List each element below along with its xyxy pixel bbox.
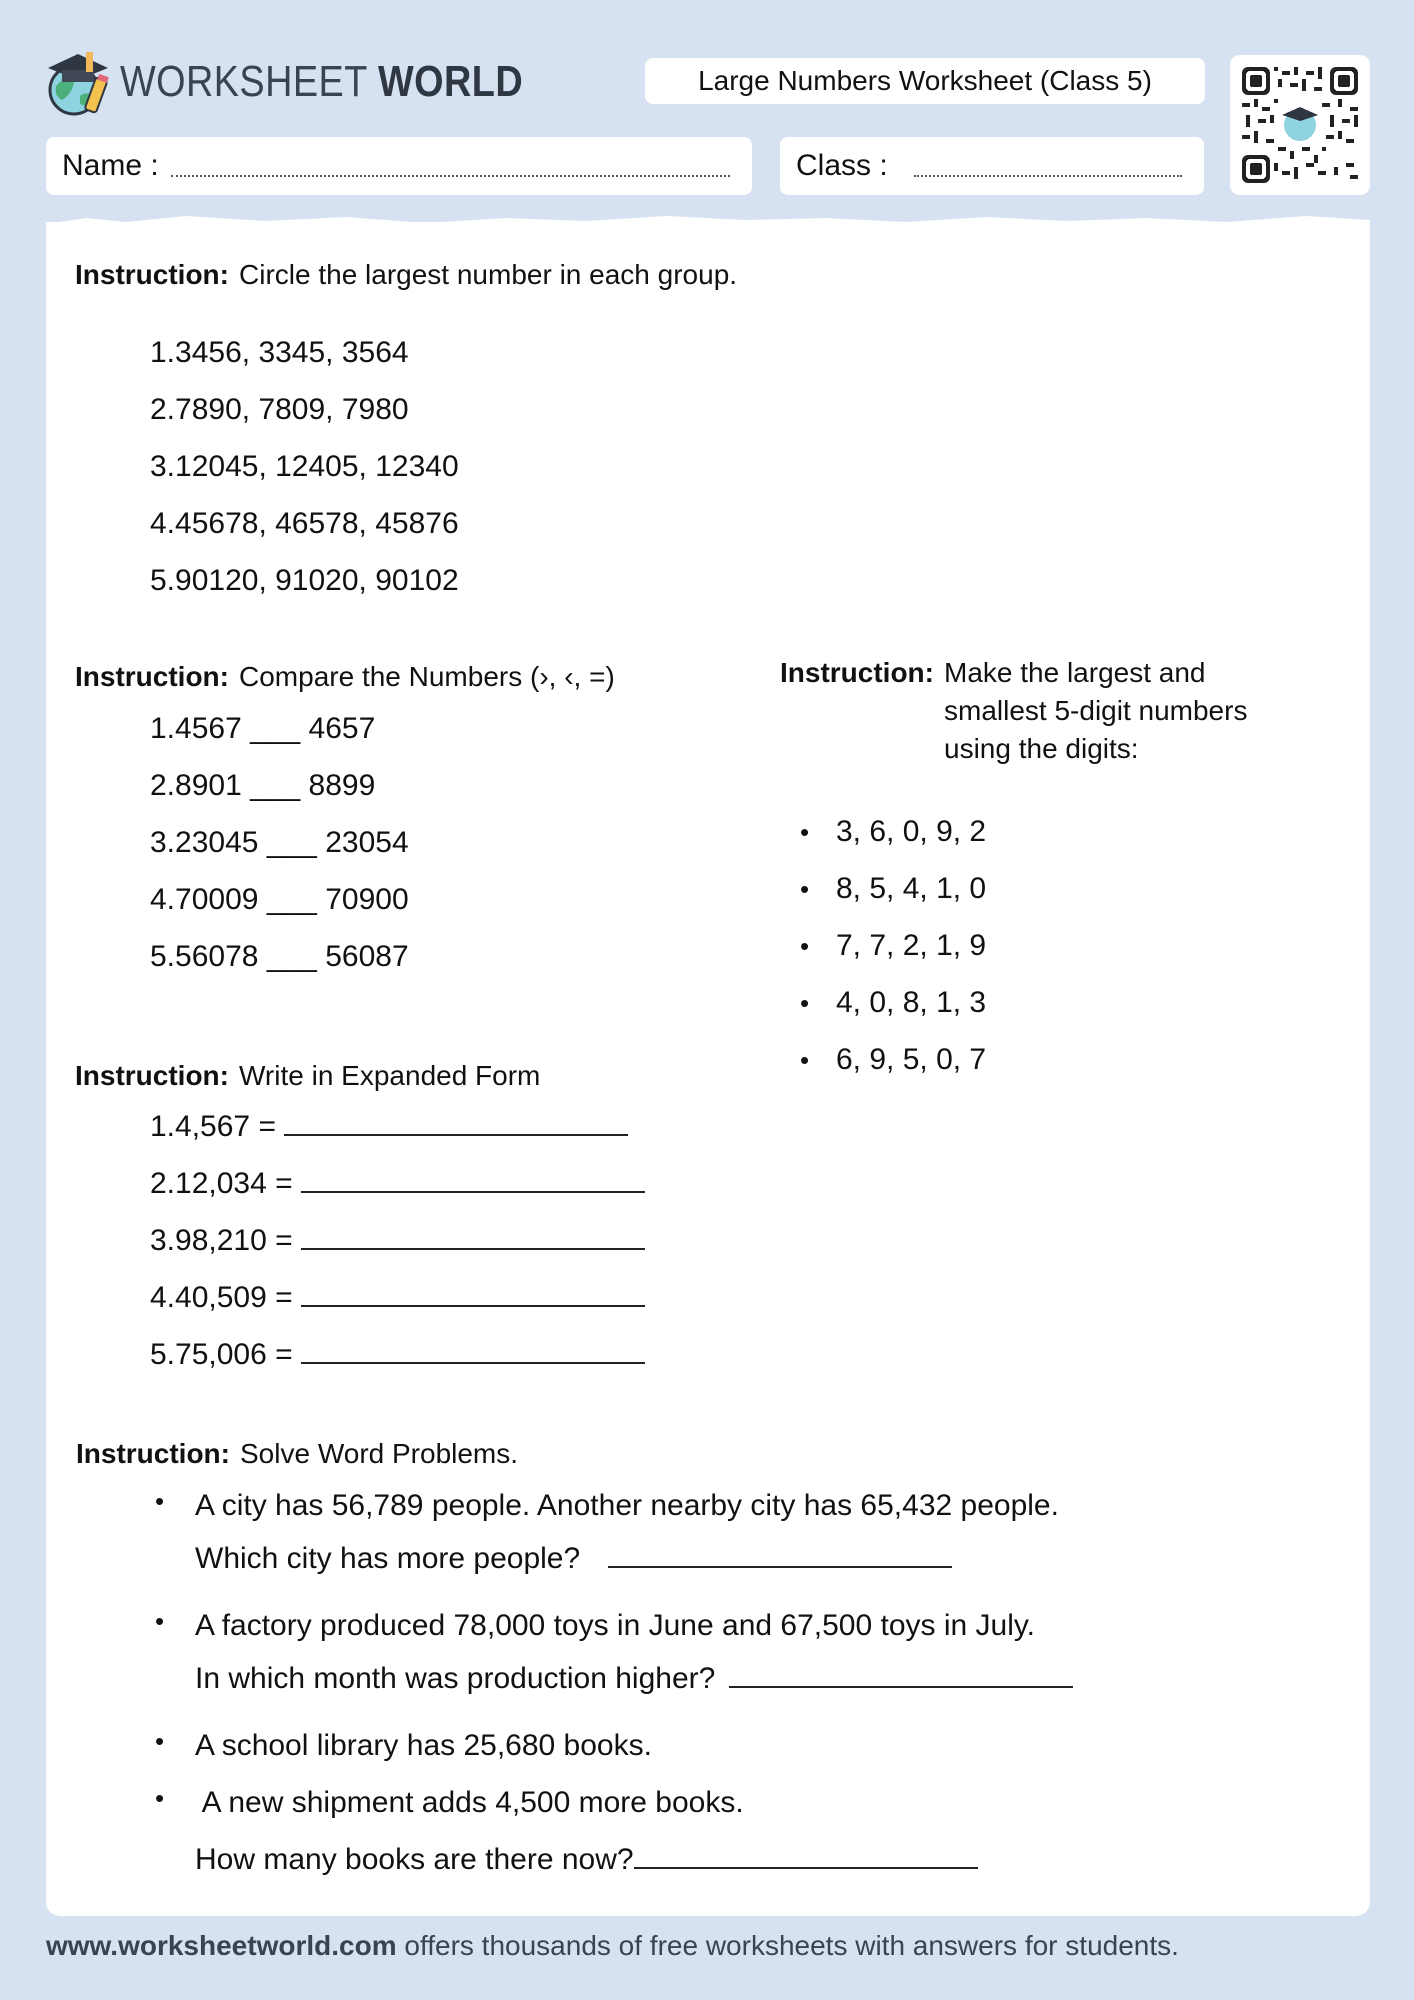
list-item [150, 709, 409, 766]
item-number: 5. [150, 1338, 176, 1371]
worksheet-title-text: Large Numbers Worksheet (Class 5) [698, 65, 1152, 96]
instruction-text [944, 654, 1247, 768]
footer-site-link[interactable]: www.worksheetworld.com [46, 1930, 397, 1961]
instruction-expanded-form [75, 1057, 540, 1095]
answer-line[interactable] [301, 1224, 645, 1250]
item-number: 1. [150, 1110, 176, 1143]
instruction-text: Circle the largest number in each group. [239, 259, 738, 290]
instruction-line: smallest 5-digit numbers [944, 695, 1248, 726]
item-number: 2. [150, 1167, 176, 1200]
list-item [150, 937, 409, 994]
answer-blank[interactable]: ___ [266, 826, 317, 859]
item-text: 6, 9, 5, 0, 7 [836, 1043, 987, 1076]
problem-question [195, 1659, 1073, 1712]
item-number: 3. [150, 450, 176, 483]
item-text: 12,034 = [175, 1167, 293, 1200]
problem-question [195, 1539, 1073, 1592]
bullet-icon: • [155, 1783, 165, 1813]
class-label: Class : [796, 149, 888, 182]
item-number: 5. [150, 564, 176, 597]
footer-text: offers thousands of free worksheets with answers for students. [396, 1930, 1179, 1961]
item-text[interactable]: 12045, 12405, 12340 [175, 450, 459, 483]
name-label: Name : [62, 149, 159, 182]
answer-blank[interactable]: ___ [266, 883, 317, 916]
qr-code[interactable] [1230, 55, 1370, 195]
bullet-icon: • [155, 1726, 165, 1756]
bullet-icon: • [800, 1045, 810, 1075]
item-number: 5. [150, 940, 176, 973]
name-field[interactable] [46, 137, 752, 195]
number-a: 8901 [175, 769, 242, 802]
word-problem [155, 1486, 1073, 1592]
list-item [150, 1335, 645, 1392]
item-number: 2. [150, 769, 176, 802]
list-item [800, 812, 986, 869]
list-item [150, 1164, 645, 1221]
list-item [150, 823, 409, 880]
item-text[interactable]: 45678, 46578, 45876 [175, 507, 459, 540]
item-text: 3, 6, 0, 9, 2 [836, 815, 987, 848]
brand-name-bold: WORLD [378, 57, 524, 106]
item-text: 4,567 = [175, 1110, 276, 1143]
instruction-text: Solve Word Problems. [240, 1438, 519, 1469]
answer-line[interactable] [634, 1843, 978, 1869]
answer-line[interactable] [608, 1542, 952, 1568]
globe-graduation-cap-icon [46, 46, 112, 118]
item-text: 4, 0, 8, 1, 3 [836, 986, 987, 1019]
answer-blank[interactable]: ___ [250, 769, 301, 802]
instruction-line: using the digits: [944, 733, 1139, 764]
answer-blank[interactable]: ___ [250, 712, 301, 745]
word-problems-list [155, 1486, 1073, 1893]
number-b: 70900 [325, 883, 409, 916]
instruction-text: Write in Expanded Form [239, 1060, 541, 1091]
footer [46, 1930, 1179, 1962]
list-item [800, 1040, 986, 1097]
instruction-label: Instruction: [75, 661, 229, 692]
compare-list [150, 709, 409, 994]
item-number: 3. [150, 1224, 176, 1257]
item-text[interactable]: 3456, 3345, 3564 [175, 336, 409, 369]
problem-question [195, 1840, 1073, 1893]
torn-edge-decoration [46, 212, 1370, 242]
qr-code-icon [1242, 67, 1358, 183]
digits-list [800, 812, 986, 1097]
problem-text: A new shipment adds 4,500 more books. [195, 1786, 744, 1819]
expanded-form-list [150, 1107, 645, 1392]
instruction-word-problems [76, 1435, 518, 1473]
instruction-compare [75, 658, 615, 696]
word-problem [155, 1726, 1073, 1783]
list-item [150, 390, 459, 447]
brand-name-light: WORKSHEET [120, 57, 379, 106]
list-item [150, 333, 459, 390]
list-item [150, 766, 409, 823]
problem-text: A factory produced 78,000 toys in June and 67,500 toys in July. [195, 1609, 1035, 1642]
list-item [800, 869, 986, 926]
answer-line[interactable] [284, 1110, 628, 1136]
list-item [150, 504, 459, 561]
number-a: 70009 [175, 883, 259, 916]
answer-line[interactable] [729, 1662, 1073, 1688]
item-text: 75,006 = [175, 1338, 293, 1371]
item-number: 1. [150, 712, 176, 745]
item-text[interactable]: 90120, 91020, 90102 [175, 564, 459, 597]
number-b: 23054 [325, 826, 409, 859]
number-a: 4567 [175, 712, 242, 745]
item-text: 7, 7, 2, 1, 9 [836, 929, 987, 962]
number-a: 56078 [175, 940, 259, 973]
bullet-icon: • [155, 1486, 165, 1516]
answer-blank[interactable]: ___ [266, 940, 317, 973]
item-text: 40,509 = [175, 1281, 293, 1314]
bullet-icon: • [800, 817, 810, 847]
instruction-make-numbers [780, 654, 1247, 768]
bullet-icon: • [800, 931, 810, 961]
instruction-circle-largest [75, 256, 737, 294]
list-item [150, 1221, 645, 1278]
list-item [150, 880, 409, 937]
name-input-line[interactable] [171, 155, 730, 177]
instruction-line: Make the largest and [944, 657, 1206, 688]
item-number: 4. [150, 507, 176, 540]
word-problem [155, 1783, 1073, 1893]
list-item [150, 1278, 645, 1335]
list-item [800, 926, 986, 983]
worksheet-title [645, 58, 1205, 104]
item-text: 8, 5, 4, 1, 0 [836, 872, 987, 905]
instruction-label: Instruction: [780, 657, 934, 688]
bullet-icon: • [155, 1606, 165, 1636]
instruction-label: Instruction: [75, 259, 229, 290]
brand-logo [46, 46, 589, 118]
question-text: How many books are there now? [195, 1843, 634, 1876]
class-input-line[interactable] [914, 155, 1182, 177]
item-text[interactable]: 7890, 7809, 7980 [175, 393, 409, 426]
word-problem [155, 1606, 1073, 1712]
item-number: 3. [150, 826, 176, 859]
bullet-icon: • [800, 988, 810, 1018]
item-text: 98,210 = [175, 1224, 293, 1257]
list-item [800, 983, 986, 1040]
answer-line[interactable] [301, 1338, 645, 1364]
answer-line[interactable] [301, 1281, 645, 1307]
question-text: Which city has more people? [195, 1542, 581, 1575]
number-a: 23045 [175, 826, 259, 859]
item-number: 2. [150, 393, 176, 426]
list-item [150, 447, 459, 504]
bullet-icon: • [800, 874, 810, 904]
circle-largest-list [150, 333, 459, 618]
problem-text: A city has 56,789 people. Another nearby city has 65,432 people. [195, 1489, 1059, 1522]
list-item [150, 561, 459, 618]
answer-line[interactable] [301, 1167, 645, 1193]
instruction-text: Compare the Numbers (›, ‹, =) [239, 661, 615, 692]
item-number: 4. [150, 883, 176, 916]
question-text: In which month was production higher? [195, 1662, 716, 1695]
item-number: 4. [150, 1281, 176, 1314]
problem-text: A school library has 25,680 books. [195, 1729, 652, 1762]
list-item [150, 1107, 645, 1164]
instruction-label: Instruction: [75, 1060, 229, 1091]
number-b: 56087 [325, 940, 409, 973]
number-b: 8899 [308, 769, 376, 802]
number-b: 4657 [308, 712, 376, 745]
class-field[interactable] [780, 137, 1204, 195]
item-number: 1. [150, 336, 176, 369]
instruction-label: Instruction: [76, 1438, 230, 1469]
brand-name [120, 57, 523, 107]
